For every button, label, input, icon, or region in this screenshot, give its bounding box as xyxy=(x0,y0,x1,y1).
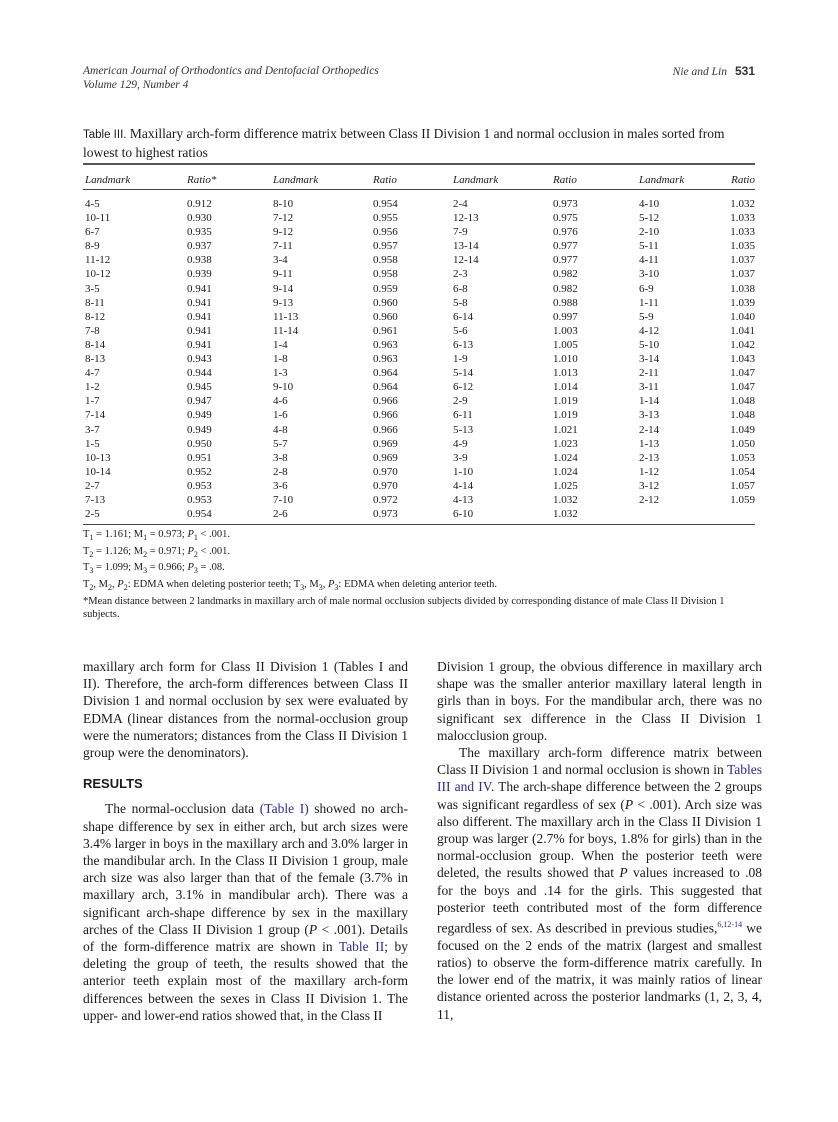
column-header: Ratio xyxy=(553,174,577,186)
ratio-cell: 0.988 xyxy=(553,296,578,309)
column-header: Landmark xyxy=(639,174,685,186)
table-caption xyxy=(83,125,755,161)
landmark-cell: 9-10 xyxy=(273,381,294,394)
ratio-cell: 0.970 xyxy=(373,465,398,478)
table-iii xyxy=(83,160,755,622)
ratio-cell: 0.977 xyxy=(553,240,578,253)
table-row xyxy=(83,192,755,211)
ratio-cell: 1.041 xyxy=(730,324,755,337)
table-row xyxy=(83,366,755,380)
link-table-i[interactable]: (Table I) xyxy=(259,801,309,817)
ratio-cell: 0.954 xyxy=(187,508,212,521)
landmark-cell: 8-10 xyxy=(273,198,294,210)
landmark-cell: 8-9 xyxy=(85,240,100,253)
landmark-cell xyxy=(639,507,729,521)
ratio-cell: 0.958 xyxy=(373,268,398,281)
ratio-cell: 0.955 xyxy=(373,212,398,225)
ratio-cell: 0.958 xyxy=(373,254,398,267)
column-header: Ratio* xyxy=(187,174,217,186)
table-row xyxy=(83,479,755,493)
landmark-cell: 5-14 xyxy=(453,367,474,380)
landmark-cell: 7-13 xyxy=(85,493,106,506)
ratio-cell: 0.966 xyxy=(373,409,398,422)
table-row xyxy=(83,352,755,366)
ratio-cell: 1.005 xyxy=(553,338,578,351)
landmark-cell: 5-6 xyxy=(453,324,468,337)
landmark-cell: 1-5 xyxy=(85,437,100,450)
ratio-cell: 0.950 xyxy=(187,437,212,450)
landmark-cell: 12-13 xyxy=(453,212,479,225)
ratio-cell: 1.024 xyxy=(553,465,578,478)
column-header: Landmark xyxy=(85,174,131,186)
landmark-cell: 1-11 xyxy=(639,296,659,309)
landmark-cell: 4-14 xyxy=(453,479,474,492)
landmark-cell: 2-5 xyxy=(85,508,100,521)
landmark-cell: 6-7 xyxy=(85,226,100,239)
ratio-cell: 1.032 xyxy=(553,493,578,506)
ratio-cell: 1.042 xyxy=(730,338,755,351)
ratio-cell: 1.057 xyxy=(730,479,755,492)
landmark-cell: 3-10 xyxy=(639,268,660,281)
landmark-cell: 7-11 xyxy=(273,240,293,253)
authors: Nie and Lin xyxy=(672,66,727,78)
landmark-cell: 1-10 xyxy=(453,465,474,478)
landmark-cell: 8-14 xyxy=(85,338,106,351)
landmark-cell: 5-9 xyxy=(639,310,654,323)
journal-volume: Volume 129, Number 4 xyxy=(83,79,189,91)
landmark-cell: 5-12 xyxy=(639,212,660,225)
landmark-cell: 7-12 xyxy=(273,212,294,225)
ratio-cell: 0.972 xyxy=(373,493,398,506)
note-footnote: *Mean distance between 2 landmarks in maxillary arch of male normal occlusion subjects divided by corresponding distance of male Class II Division 1 subjects. xyxy=(83,595,725,621)
landmark-cell: 2-7 xyxy=(85,479,100,492)
ratio-cell: 1.023 xyxy=(553,437,578,450)
landmark-cell: 6-8 xyxy=(453,282,468,295)
landmark-cell: 3-11 xyxy=(639,381,659,394)
table-row xyxy=(83,493,755,507)
table-row xyxy=(83,296,755,310)
header-right xyxy=(673,64,755,79)
ratio-cell: 0.937 xyxy=(187,240,212,253)
landmark-cell: 10-14 xyxy=(85,465,111,478)
ratio-cell: 1.013 xyxy=(553,367,578,380)
landmark-cell: 1-12 xyxy=(639,465,660,478)
landmark-cell: 3-9 xyxy=(453,451,468,464)
landmark-cell: 2-3 xyxy=(453,268,468,281)
ratio-cell: 0.975 xyxy=(553,212,578,225)
ratio-cell: 0.941 xyxy=(187,296,212,309)
ratio-cell: 1.037 xyxy=(730,268,755,281)
landmark-cell: 10-11 xyxy=(85,212,111,225)
ratio-cell: 0.941 xyxy=(187,324,212,337)
ratio-cell: 1.025 xyxy=(553,479,578,492)
ratio-cell: 1.054 xyxy=(730,465,755,478)
landmark-cell: 12-14 xyxy=(453,254,479,267)
landmark-cell: 9-14 xyxy=(273,282,294,295)
ratio-cell: 1.021 xyxy=(553,423,578,436)
ratio-cell: 0.982 xyxy=(553,268,578,281)
ratio-cell: 0.956 xyxy=(373,226,398,239)
landmark-cell: 11-14 xyxy=(273,324,299,337)
ratio-cell: 0.966 xyxy=(373,423,398,436)
landmark-cell: 8-13 xyxy=(85,353,106,366)
landmark-cell: 6-9 xyxy=(639,282,654,295)
landmark-cell: 7-10 xyxy=(273,493,294,506)
ratio-cell: 0.961 xyxy=(373,324,398,337)
landmark-cell: 3-8 xyxy=(273,451,288,464)
ratio-cell: 1.032 xyxy=(553,508,578,521)
landmark-cell: 6-12 xyxy=(453,381,474,394)
landmark-cell: 7-14 xyxy=(85,409,106,422)
landmark-cell: 5-11 xyxy=(639,240,659,253)
paragraph-methods-end: maxillary arch form for Class II Division 1 (Tables I and II). Therefore, the arch-form differences between Class II Division 1 and normal occlusion by sex were evaluated by EDMA (linear distances from the normal-occlusion group were the numerators; distances from the Class II Division 1 group were the denominators). xyxy=(83,659,408,761)
landmark-cell: 10-12 xyxy=(85,268,111,281)
paragraph-results-1: The normal-occlusion data (Table I) showed no arch-shape difference by sex in either arch, but arch sizes were 3.4% larger in boys in the maxillary arch and 3.0% larger in the mandibular arch. In the Class II Division 1 group, male arch size was also larger than that of the female (3.7% in maxillary arch, 3.1% in mandibular arch). There was a significant arch-shape difference by sex in the maxillary arches of the Class II Division 1 group (P < .001). Details of the form-difference matrix are shown in Table II; by deleting the group of teeth, the results showed that the anterior teeth explain most of the maxillary arch-form differences between the sexes in Class II Division 1. The upper- and lower-end ratios showed that, in the Class II xyxy=(83,801,408,1023)
ratio-cell: 0.970 xyxy=(373,479,398,492)
ratio-cell: 1.003 xyxy=(553,324,578,337)
landmark-cell: 1-3 xyxy=(273,367,288,380)
ratio-cell: 0.952 xyxy=(187,465,212,478)
link-tables-iii-iv[interactable]: Tables III and IV xyxy=(437,762,762,795)
table-bottom-rule xyxy=(83,524,755,525)
column-header: Ratio xyxy=(373,174,397,186)
column-header: Landmark xyxy=(273,174,319,186)
landmark-cell: 3-7 xyxy=(85,423,100,436)
landmark-cell: 2-13 xyxy=(639,451,660,464)
table-row xyxy=(83,437,755,451)
paragraph-results-1-cont: Division 1 group, the obvious difference in maxillary arch shape was the smaller anterior maxillary lateral length in girls than in boys. For the mandibular arch, there was no significant sex difference in the Class II Division 1 malocclusion group. xyxy=(437,659,762,743)
landmark-cell: 1-7 xyxy=(85,395,100,408)
landmark-cell: 11-13 xyxy=(273,310,299,323)
landmark-cell: 3-6 xyxy=(273,479,288,492)
landmark-cell: 11-12 xyxy=(85,254,111,267)
table-row xyxy=(83,225,755,239)
ratio-cell: 0.969 xyxy=(373,437,398,450)
landmark-cell: 1-2 xyxy=(85,381,100,394)
ratio-cell: 1.040 xyxy=(730,310,755,323)
landmark-cell: 3-13 xyxy=(639,409,660,422)
ratio-cell: 0.949 xyxy=(187,423,212,436)
reference-citation[interactable]: 6,12-14 xyxy=(717,920,743,930)
table-row xyxy=(83,324,755,338)
ratio-cell: 0.973 xyxy=(373,508,398,521)
ratio-cell: 0.957 xyxy=(373,240,398,253)
ratio-cell: 0.930 xyxy=(187,212,212,225)
ratio-cell: 1.039 xyxy=(730,296,755,309)
body-column-left xyxy=(83,658,408,1024)
table-row xyxy=(83,451,755,465)
table-row xyxy=(83,267,755,281)
table-row xyxy=(83,423,755,437)
ratio-cell: 0.960 xyxy=(373,296,398,309)
ratio-cell: 0.976 xyxy=(553,226,578,239)
ratio-cell: 0.973 xyxy=(553,198,578,210)
ratio-cell: 0.966 xyxy=(373,395,398,408)
table-row xyxy=(83,239,755,253)
landmark-cell: 3-5 xyxy=(85,282,100,295)
landmark-cell: 2-8 xyxy=(273,465,288,478)
ratio-cell: 0.939 xyxy=(187,268,212,281)
landmark-cell: 8-12 xyxy=(85,310,106,323)
landmark-cell: 4-9 xyxy=(453,437,468,450)
section-heading-results: RESULTS xyxy=(83,776,143,792)
ratio-cell: 0.982 xyxy=(553,282,578,295)
column-header: Landmark xyxy=(453,174,499,186)
landmark-cell: 2-10 xyxy=(639,226,660,239)
table-row xyxy=(83,253,755,267)
landmark-cell: 6-10 xyxy=(453,508,474,521)
ratio-cell: 1.019 xyxy=(553,409,578,422)
ratio-cell: 0.977 xyxy=(553,254,578,267)
table-row xyxy=(83,282,755,296)
landmark-cell: 1-9 xyxy=(453,353,468,366)
landmark-cell: 4-12 xyxy=(639,324,660,337)
landmark-cell: 6-11 xyxy=(453,409,473,422)
landmark-cell: 4-10 xyxy=(639,198,660,210)
landmark-cell: 4-11 xyxy=(639,254,659,267)
ratio-cell: 0.964 xyxy=(373,367,398,380)
ratio-cell: 1.019 xyxy=(553,395,578,408)
landmark-cell: 6-13 xyxy=(453,338,474,351)
column-header: Ratio xyxy=(731,174,755,186)
ratio-cell: 1.038 xyxy=(730,282,755,295)
ratio-cell: 1.047 xyxy=(730,381,755,394)
ratio-cell: 1.050 xyxy=(730,437,755,450)
table-row xyxy=(83,380,755,394)
landmark-cell: 2-9 xyxy=(453,395,468,408)
table-body xyxy=(83,192,755,521)
ratio-cell: 0.959 xyxy=(373,282,398,295)
table-row xyxy=(83,211,755,225)
table-label: Table III. xyxy=(83,129,127,141)
note-t3: $T_3 = 1.099$; $M_3 = 0.966$; $P_3 = .08$. xyxy=(83,562,225,576)
ratio-cell: 0.954 xyxy=(373,198,398,210)
landmark-cell: 9-12 xyxy=(273,226,294,239)
landmark-cell: 2-12 xyxy=(639,493,660,506)
page-number: 531 xyxy=(734,64,755,78)
ratio-cell: 0.945 xyxy=(187,381,212,394)
landmark-cell: 9-13 xyxy=(273,296,294,309)
table-row xyxy=(83,408,755,422)
landmark-cell: 5-10 xyxy=(639,338,660,351)
ratio-cell: 0.941 xyxy=(187,282,212,295)
table-row xyxy=(83,394,755,408)
ratio-cell xyxy=(729,507,755,521)
landmark-cell: 4-8 xyxy=(273,423,288,436)
ratio-cell: 0.997 xyxy=(553,310,578,323)
ratio-cell: 0.953 xyxy=(187,479,212,492)
table-row xyxy=(83,465,755,479)
link-table-ii[interactable]: Table II xyxy=(338,939,385,955)
landmark-cell: 7-8 xyxy=(85,324,100,337)
ratio-cell: 1.024 xyxy=(553,451,578,464)
landmark-cell: 3-12 xyxy=(639,479,660,492)
note-t2: $T_2 = 1.126$; $M_2 = 0.971$; $P_2 < .001$. xyxy=(83,545,231,559)
landmark-cell: 8-11 xyxy=(85,296,105,309)
landmark-cell: 2-6 xyxy=(273,508,288,521)
table-header-row xyxy=(83,165,755,190)
ratio-table xyxy=(83,165,755,521)
landmark-cell: 5-8 xyxy=(453,296,468,309)
ratio-cell: 1.048 xyxy=(730,395,755,408)
ratio-cell: 0.963 xyxy=(373,338,398,351)
running-header xyxy=(83,64,755,92)
ratio-cell: 1.033 xyxy=(730,212,755,225)
ratio-cell: 0.960 xyxy=(373,310,398,323)
landmark-cell: 4-5 xyxy=(85,198,100,210)
ratio-cell: 1.049 xyxy=(730,423,755,436)
landmark-cell: 2-11 xyxy=(639,367,659,380)
ratio-cell: 1.033 xyxy=(730,226,755,239)
ratio-cell: 0.953 xyxy=(187,493,212,506)
ratio-cell: 1.010 xyxy=(553,353,578,366)
table-row xyxy=(83,338,755,352)
landmark-cell: 3-14 xyxy=(639,353,660,366)
landmark-cell: 7-9 xyxy=(453,226,468,239)
ratio-cell: 0.938 xyxy=(187,254,212,267)
ratio-cell: 0.943 xyxy=(187,353,212,366)
ratio-cell: 0.947 xyxy=(187,395,212,408)
journal-name: American Journal of Orthodontics and Dentofacial Orthopedics xyxy=(83,65,379,77)
table-notes xyxy=(83,528,755,621)
paragraph-results-2: The maxillary arch-form difference matrix between Class II Division 1 and normal occlusion is shown in Tables III and IV. The arch-shape difference between the 2 groups was significant regardless of sex (P < .001). Arch size was also different. The maxillary arch in the Class II Division 1 group was larger (2.7% for boys, 1.8% for girls) than in the normal-occlusion group. When the posterior teeth were deleted, the results showed that P values increased to .08 for the boys and .14 for the girls. This suggested that posterior teeth contributed most of the form difference regardless of sex. As described in previous studies,$^{6,12-14}$ we focused on the 2 ends of the matrix (largest and smallest ratios) to observe the form-difference matrix carefully. In the lower end of the matrix, it was mainly ratios of linear distance oriented across the posterior landmarks (1, 2, 3, 4, 11, xyxy=(437,745,763,1022)
ratio-cell: 1.053 xyxy=(730,451,755,464)
landmark-cell: 10-13 xyxy=(85,451,111,464)
ratio-cell: 1.047 xyxy=(730,367,755,380)
ratio-cell: 1.014 xyxy=(553,381,578,394)
ratio-cell: 1.059 xyxy=(730,493,755,506)
landmark-cell: 2-14 xyxy=(639,423,660,436)
landmark-cell: 1-6 xyxy=(273,409,288,422)
table-row xyxy=(83,507,755,521)
ratio-cell: 1.035 xyxy=(730,240,755,253)
ratio-cell: 0.944 xyxy=(187,367,212,380)
note-edma: $T_2$, $M_2$, $P_2$: EDMA when deleting posterior teeth; $T_3$, $M_3$, $P_3$: EDMA when deleting anterior teeth. xyxy=(83,578,498,593)
landmark-cell: 1-4 xyxy=(273,338,288,351)
ratio-cell: 1.032 xyxy=(730,198,755,210)
landmark-cell: 1-14 xyxy=(639,395,660,408)
landmark-cell: 4-7 xyxy=(85,367,100,380)
ratio-cell: 1.048 xyxy=(730,409,755,422)
landmark-cell: 3-4 xyxy=(273,254,288,267)
landmark-cell: 4-6 xyxy=(273,395,288,408)
table-caption-text: Maxillary arch-form difference matrix between Class II Division 1 and normal occlusion in males sorted from lowest to highest ratios xyxy=(83,126,725,160)
table-row xyxy=(83,310,755,324)
landmark-cell: 9-11 xyxy=(273,268,293,281)
landmark-cell: 1-8 xyxy=(273,353,288,366)
ratio-cell: 0.935 xyxy=(187,226,212,239)
ratio-cell: 0.951 xyxy=(187,451,212,464)
ratio-cell: 0.963 xyxy=(373,353,398,366)
ratio-cell: 0.912 xyxy=(187,198,212,210)
ratio-cell: 0.969 xyxy=(373,451,398,464)
ratio-cell: 0.964 xyxy=(373,381,398,394)
landmark-cell: 1-13 xyxy=(639,437,660,450)
ratio-cell: 0.941 xyxy=(187,310,212,323)
landmark-cell: 4-13 xyxy=(453,493,474,506)
landmark-cell: 5-13 xyxy=(453,423,474,436)
landmark-cell: 13-14 xyxy=(453,240,479,253)
ratio-cell: 1.037 xyxy=(730,254,755,267)
body-column-right xyxy=(437,658,762,1023)
ratio-cell: 0.941 xyxy=(187,338,212,351)
ratio-cell: 0.949 xyxy=(187,409,212,422)
landmark-cell: 5-7 xyxy=(273,437,288,450)
landmark-cell: 6-14 xyxy=(453,310,474,323)
ratio-cell: 1.043 xyxy=(730,353,755,366)
note-t1: $T_1 = 1.161$; $M_1 = 0.973$; $P_1 < .001$. xyxy=(83,529,231,543)
landmark-cell: 2-4 xyxy=(453,198,468,210)
